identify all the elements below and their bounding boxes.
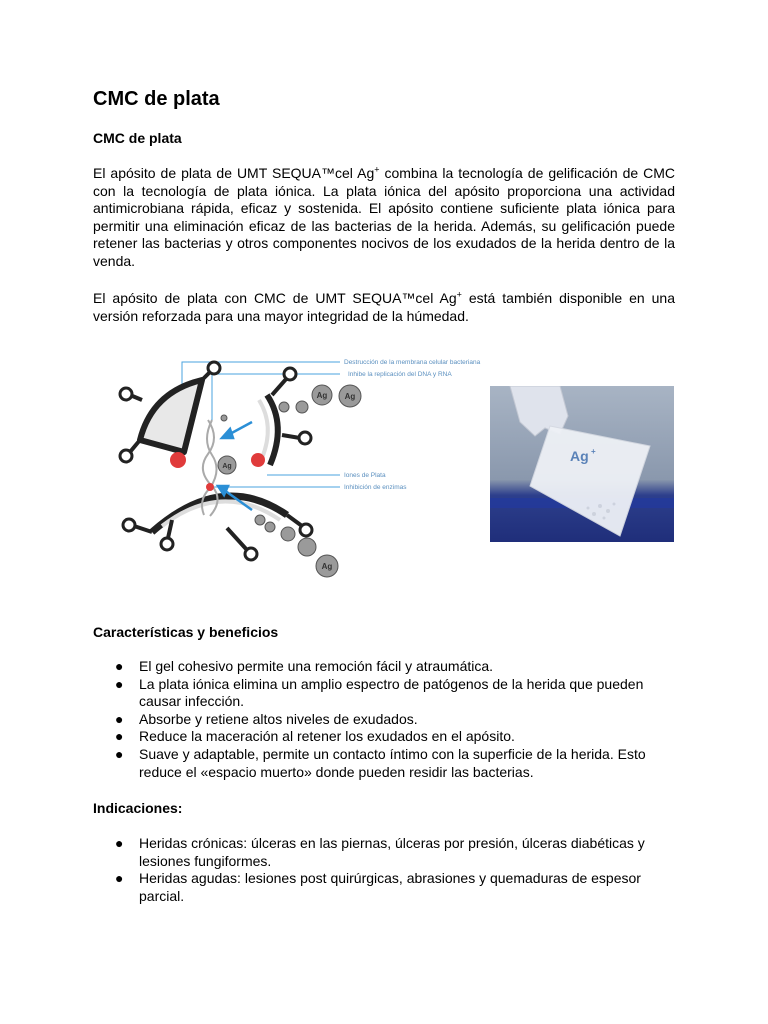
silver-mechanism-diagram (112, 340, 522, 590)
label-dna: Inhibe la replicación del DNA y RNA (348, 371, 452, 378)
intro-paragraph: El apósito de plata de UMT SEQUA™cel Ag+ combina la tecnología de gelificación de CMC con la tecnología de plata iónica. La plata iónica del apósito proporciona una actividad antimicrobiana rápida, eficaz y sostenida. El apósito contiene suficiente plata iónica para permitir una eliminación eficaz de las bacterias de la herida. Además, su gelificación puede retener las bacterias y otros componentes nocivos de los exudados de la herida dentro de la venda. (93, 164, 676, 269)
label-enzymes: Inhibición de enzimas (344, 484, 407, 491)
page-title: CMC de plata (93, 88, 220, 110)
diagram-labels (344, 359, 481, 491)
indications-heading: Indicaciones: (93, 800, 183, 816)
membrane-fragment-right (259, 368, 311, 465)
list-item: ● El gel cohesivo permite una remoción fácil y atraumática. (115, 658, 494, 674)
svg-text:Ag: Ag (316, 391, 328, 400)
features-heading: Características y beneficios (93, 624, 279, 640)
svg-text:Ag: Ag (344, 392, 356, 401)
svg-text:+: + (591, 447, 596, 456)
photo-label: Ag (570, 448, 589, 464)
silver-ions (218, 385, 361, 577)
label-ions: Iones de Plata (344, 472, 386, 479)
list-item: ● Heridas crónicas: úlceras en las piernas, úlceras por presión, úlceras diabéticas y lesiones fungiformes. (115, 835, 645, 869)
list-item: ● La plata iónica elimina un amplio espectro de patógenos de la herida que pueden causar infección. (115, 675, 644, 710)
list-item: ● Reduce la maceración al retener los exudados en el apósito. (115, 728, 515, 745)
features-list (93, 658, 675, 781)
svg-text:Ag: Ag (321, 562, 333, 571)
list-item: ● Suave y adaptable, permite un contacto íntimo con la superficie de la herida. Esto reduce el «espacio muerto» donde pueden residir las bacterias. (115, 745, 646, 780)
section-subtitle: CMC de plata (93, 130, 182, 146)
list-item: ● Heridas agudas: lesiones post quirúrgicas, abrasiones y quemaduras de espesor parcial. (115, 870, 641, 904)
reinforced-paragraph: El apósito de plata con CMC de UMT SEQUA™cel Ag+ está también disponible en una versión reforzada para una mayor integridad de la húmedad. (93, 289, 675, 324)
product-photo (490, 386, 674, 542)
list-item: ● Absorbe y retiene altos niveles de exudados. (115, 710, 418, 727)
label-membrane: Destrucción de la membrana celular bacteriana (344, 359, 481, 366)
membrane-fragment-left (120, 362, 220, 462)
svg-text:Ag: Ag (222, 463, 232, 470)
indications-list (93, 835, 675, 905)
callout-lines (182, 362, 340, 487)
